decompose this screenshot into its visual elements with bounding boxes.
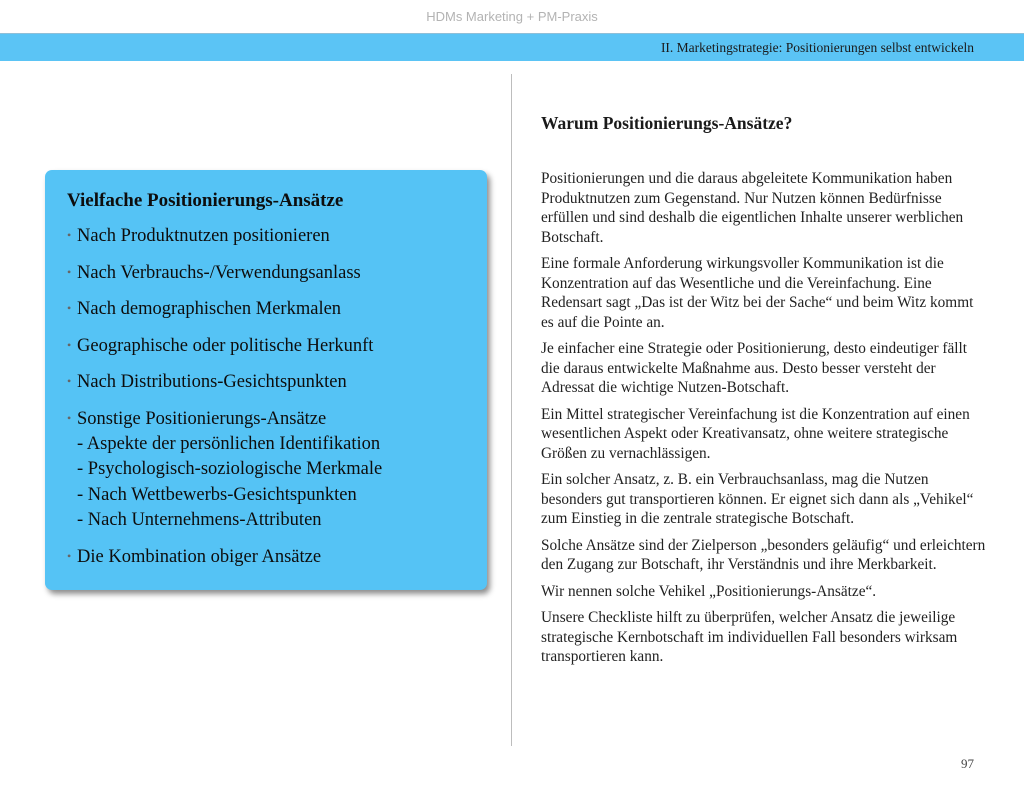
- page-number: 97: [961, 756, 974, 771]
- list-item: [67, 296, 487, 322]
- sub-list-item: - Aspekte der persönlichen Identifikation: [77, 433, 381, 454]
- bullet-icon: •: [67, 410, 72, 425]
- sub-list-item: - Nach Wettbewerbs-Gesichtspunkten: [77, 484, 357, 505]
- paragraph: Positionierungen und die daraus abgeleitete Kommunikation haben Produktnutzen zum Gegenstand. Nur Nutzen können Bedürfnisse erfüllen und sind deshalb die eigentlichen Inhalte unserer werblichen Botschaft.: [541, 170, 964, 246]
- section-title: Warum Positionierungs-Ansätze?: [541, 113, 793, 133]
- list-item: [67, 333, 487, 359]
- chapter-title: II. Marketingstrategie: Positionierungen selbst entwickeln: [660, 40, 974, 55]
- list-item-label: Die Kombination obiger Ansätze: [77, 547, 322, 567]
- paragraph: Solche Ansätze sind der Zielperson „besonders geläufig“ und erleichtern den Zugang zur Botschaft, ihr Verständnis und ihre Merkbarkeit.: [541, 536, 986, 573]
- list-item-label: Geographische oder politische Herkunft: [77, 335, 374, 356]
- list-item-label: Sonstige Positionierungs-Ansätze: [77, 408, 327, 429]
- page-divider: [511, 74, 512, 746]
- right-column: [541, 113, 989, 674]
- paragraph: Eine formale Anforderung wirkungsvoller Kommunikation ist die Konzentration auf das Wesentliche und die Vereinfachung. Eine Redensart sagt „Das ist der Witz bei der Sache“ und beim Witz kommt es auf die Pointe an.: [541, 255, 974, 331]
- chapter-header-band: [0, 33, 1024, 61]
- body-text: [541, 169, 989, 667]
- approaches-list: [67, 223, 487, 570]
- sub-list-item: - Psychologisch-soziologische Merkmale: [77, 459, 383, 479]
- box-title: Vielfache Positionierungs-Ansätze: [67, 190, 344, 211]
- document-title: HDMs Marketing + PM-Praxis: [426, 9, 598, 24]
- list-item: [67, 223, 487, 249]
- bullet-icon: •: [67, 301, 72, 315]
- bullet-icon: •: [67, 264, 72, 279]
- bullet-icon: •: [67, 549, 72, 563]
- list-item: [67, 406, 487, 534]
- list-item-label: Nach demographischen Merkmalen: [77, 299, 342, 319]
- approaches-box: [45, 170, 487, 590]
- list-item: [67, 369, 487, 395]
- bullet-icon: •: [67, 374, 72, 388]
- list-item-label: Nach Verbrauchs-/Verwendungsanlass: [77, 262, 361, 283]
- bullet-icon: •: [67, 228, 72, 242]
- paragraph: Unsere Checkliste hilft zu überprüfen, welcher Ansatz die jeweilige strategische Kernbotschaft im individuellen Fall besonders wirksam transportieren kann.: [541, 609, 958, 665]
- paragraph: Je einfacher eine Strategie oder Positionierung, desto eindeutiger fällt die daraus entwickelte Maßnahme aus. Desto besser versteht der Adressat die wichtige Nutzen-Botschaft.: [541, 340, 968, 396]
- list-item-label: Nach Distributions-Gesichtspunkten: [77, 372, 347, 392]
- paragraph: Ein Mittel strategischer Vereinfachung ist die Konzentration auf einen wesentlichen Aspekt oder Kreativansatz, ohne weitere strategische Größen zu vernachlässigen.: [541, 405, 970, 462]
- list-item: [67, 544, 487, 570]
- paragraph: Ein solcher Ansatz, z. B. ein Verbrauchsanlass, mag die Nutzen besonders gut transportieren können. Er eignet sich dann als „Vehikel“ zum Einstieg in die zentrale strategische Botschaft.: [541, 471, 974, 527]
- list-item: [67, 260, 487, 286]
- sub-list-item: - Nach Unternehmens-Attributen: [77, 510, 322, 530]
- bullet-icon: •: [67, 337, 72, 352]
- paragraph: Wir nennen solche Vehikel „Positionierungs-Ansätze“.: [541, 582, 877, 600]
- list-item-label: Nach Produktnutzen positionieren: [77, 226, 330, 246]
